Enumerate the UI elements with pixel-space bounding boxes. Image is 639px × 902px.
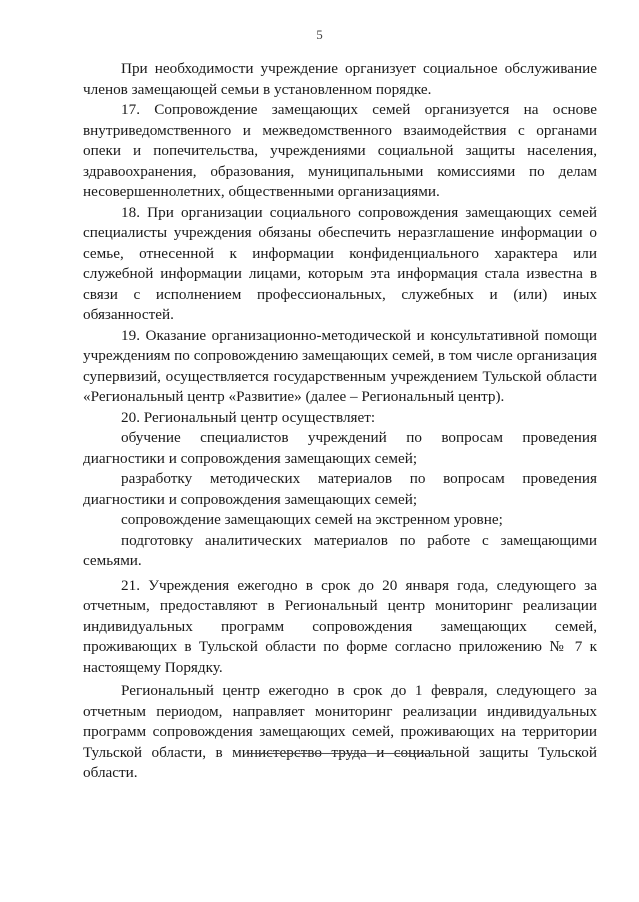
paragraph-17: 17. Сопровождение замещающих семей организуется на основе внутриведомственного и межведомственного взаимодействия с органами опеки и попечительства, учреждениями социальной защиты населения, здравоохранения, образования, муниципальными комиссиями по делам несовершеннолетних, общественными организациями. <box>83 101 597 200</box>
paragraph-regional-center-monitoring: Региональный центр ежегодно в срок до 1 февраля, следующего за отчетным периодом, направляет мониторинг реализации индивидуальных программ сопровождения замещающих семей, проживающих на территории Тульской области, в министерство труда и социальной защиты Тульской области. <box>83 682 597 781</box>
paragraph-20-item-materials: разработку методических материалов по вопросам проведения диагностики и сопровождения замещающих семей; <box>83 470 597 508</box>
paragraph-20-item-emergency: сопровождение замещающих семей на экстренном уровне; <box>121 511 503 528</box>
paragraph-family-services: При необходимости учреждение организует социальное обслуживание членов замещающей семьи в установленном порядке. <box>83 60 597 98</box>
paragraph-20: 20. Региональный центр осуществляет: <box>121 408 376 426</box>
paragraph-20-item-analytics: подготовку аналитических материалов по работе с замещающими семьями. <box>83 531 597 569</box>
document-body <box>83 59 597 784</box>
page-number: 5 <box>316 27 323 42</box>
end-divider-line <box>247 753 433 754</box>
paragraph-21: 21. Учреждения ежегодно в срок до 20 января года, следующего за отчетным, предоставляют в Региональный центр мониторинг реализации индивидуальных программ сопровождения замещающих семей, проживающих в Тульской области по форме согласно приложению № 7 к настоящему Порядку. <box>83 576 597 676</box>
paragraph-20-item-training: обучение специалистов учреждений по вопросам проведения диагностики и сопровождения замещающих семей; <box>83 429 597 467</box>
paragraph-18: 18. При организации социального сопровождения замещающих семей специалисты учреждения обязаны обеспечить неразглашение информации о семье, отнесенной к информации конфиденциального характера или служебной информации лицами, которым эта информация стала известна в связи с исполнением профессиональных, служебных и (или) иных обязанностей. <box>83 203 597 323</box>
paragraph-19: 19. Оказание организационно-методической и консультативной помощи учреждениям по сопровождению замещающих семей, в том числе организация супервизий, осуществляется государственным учреждением Тульской области «Региональный центр «Развитие» (далее – Региональный центр). <box>83 326 597 405</box>
